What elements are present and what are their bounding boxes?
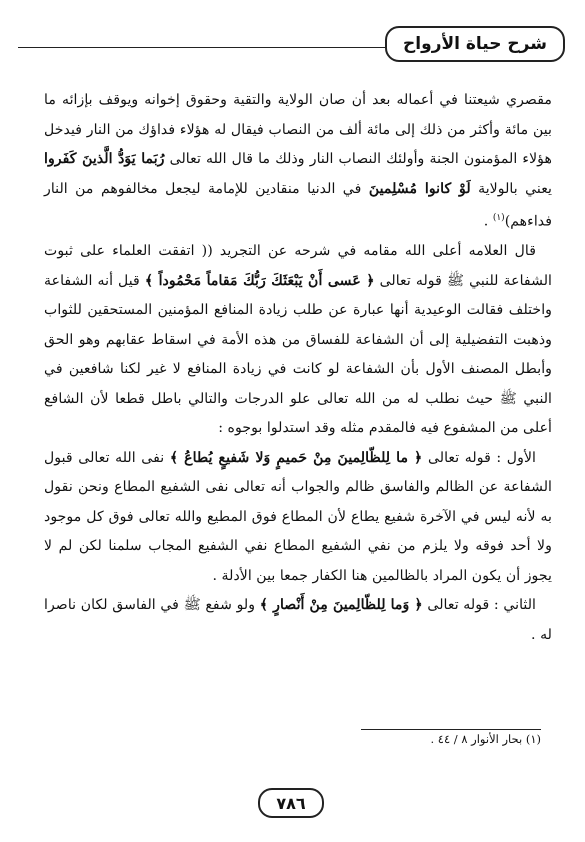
- text-run: الثاني : قوله تعالى: [422, 597, 536, 614]
- text-run: نفى الله تعالى قبول الشفاعة عن الظالم والفاسق ظالم والجواب أنه تعالى نفى الشفيع المطاع ونحن نقول به لأنه ليس في الآخرة شفيع يطاع لأن المطاع فوق المطيع والله تعالى فوق كل موجود ولا أحد فوقه ولا يلزم من نفي الشفيع المطاع نفي الشفيع المجاب سلمنا لكن لم لا يجوز أن يكون المراد بالظالمين هنا الكفار جمعا بين الأدلة .: [44, 449, 552, 584]
- page-header: [18, 22, 565, 62]
- header-title: شرح حياة الأرواح: [385, 26, 565, 62]
- quran-verse: رُبَما يَوَدُّ الَّذينَ كَفَروا: [44, 151, 165, 167]
- quran-verse: ﴿ وَما لِلظّالِمينَ مِنْ أَنْصارٍ ﴾: [259, 597, 423, 614]
- text-run: ولو شفع ﷺ في الفاسق لكان ناصرا له .: [44, 597, 552, 643]
- quran-verse: ﴿ عَسى أَنْ يَبْعَثَكَ رَبُّكَ مَقاماً مَحْمُوداً ﴾: [144, 272, 375, 289]
- quran-verse: ﴿ ما لِلظّالِمينَ مِنْ حَميمٍ وَلا شَفيعٍ يُطاعُ ﴾: [169, 449, 423, 466]
- text-run: في الدنيا منقادين للإمامة ليجعل مخالفوهم من النار فداءهم): [44, 180, 552, 230]
- paragraph: [44, 86, 552, 237]
- text-run: الأول : قوله تعالى: [422, 449, 536, 466]
- text-run: قال العلامه أعلى الله مقامه في شرحه عن التجريد (( اتفقت العلماء على ثبوت الشفاعة للنبي ﷺ قوله تعالى: [44, 243, 552, 289]
- footnote: (١) بحار الأنوار ٨ / ٤٤ .: [430, 732, 541, 746]
- text-run: يعني بالولاية: [470, 180, 552, 197]
- footnote-marker: (١): [492, 213, 505, 223]
- footnote-divider: [361, 729, 541, 730]
- page-number: ٧٨٦: [258, 788, 324, 818]
- quran-verse: لَوْ كانوا مُسْلِمينَ: [368, 180, 471, 197]
- body-text: [44, 86, 552, 650]
- paragraph: [44, 591, 552, 650]
- text-run: .: [483, 213, 493, 230]
- paragraph: [44, 444, 552, 592]
- header-rule: [18, 47, 418, 48]
- text-run: قيل أنه الشفاعة واختلف فقالت الوعيدية أنها عبارة عن طلب زيادة المنافع المؤمنين المستحقين للثواب وذهبت التفضيلية إلى أن الشفاعة للفساق من هذه الأمة في اسقاط عقابهم وهو الحق وأبطل المصنف الأول بأن الشفاعة لو كانت في زيادة المنافع لا غير لكنا شافعين في النبي ﷺ حيث نطلب له من الله تعالى علو الدرجات والتالي باطل قطعا لأن الشافع أعلى من المشفوع فيه فالمقدم مثله وقد استدلوا بوجوه :: [44, 272, 552, 437]
- paragraph: [44, 237, 552, 444]
- text-run: مقصري شيعتنا في أعماله بعد أن صان الولاية والتقية وحقوق إخوانه ويوقف بإزائه ما بين مائة وأكثر من ذلك إلى مائة ألف من النصاب فيقال له هؤلاء فداؤك من النار فيدخل هؤلاء المؤمنون الجنة وأولئك النصاب النار وذلك ما قال الله تعالى: [44, 92, 552, 167]
